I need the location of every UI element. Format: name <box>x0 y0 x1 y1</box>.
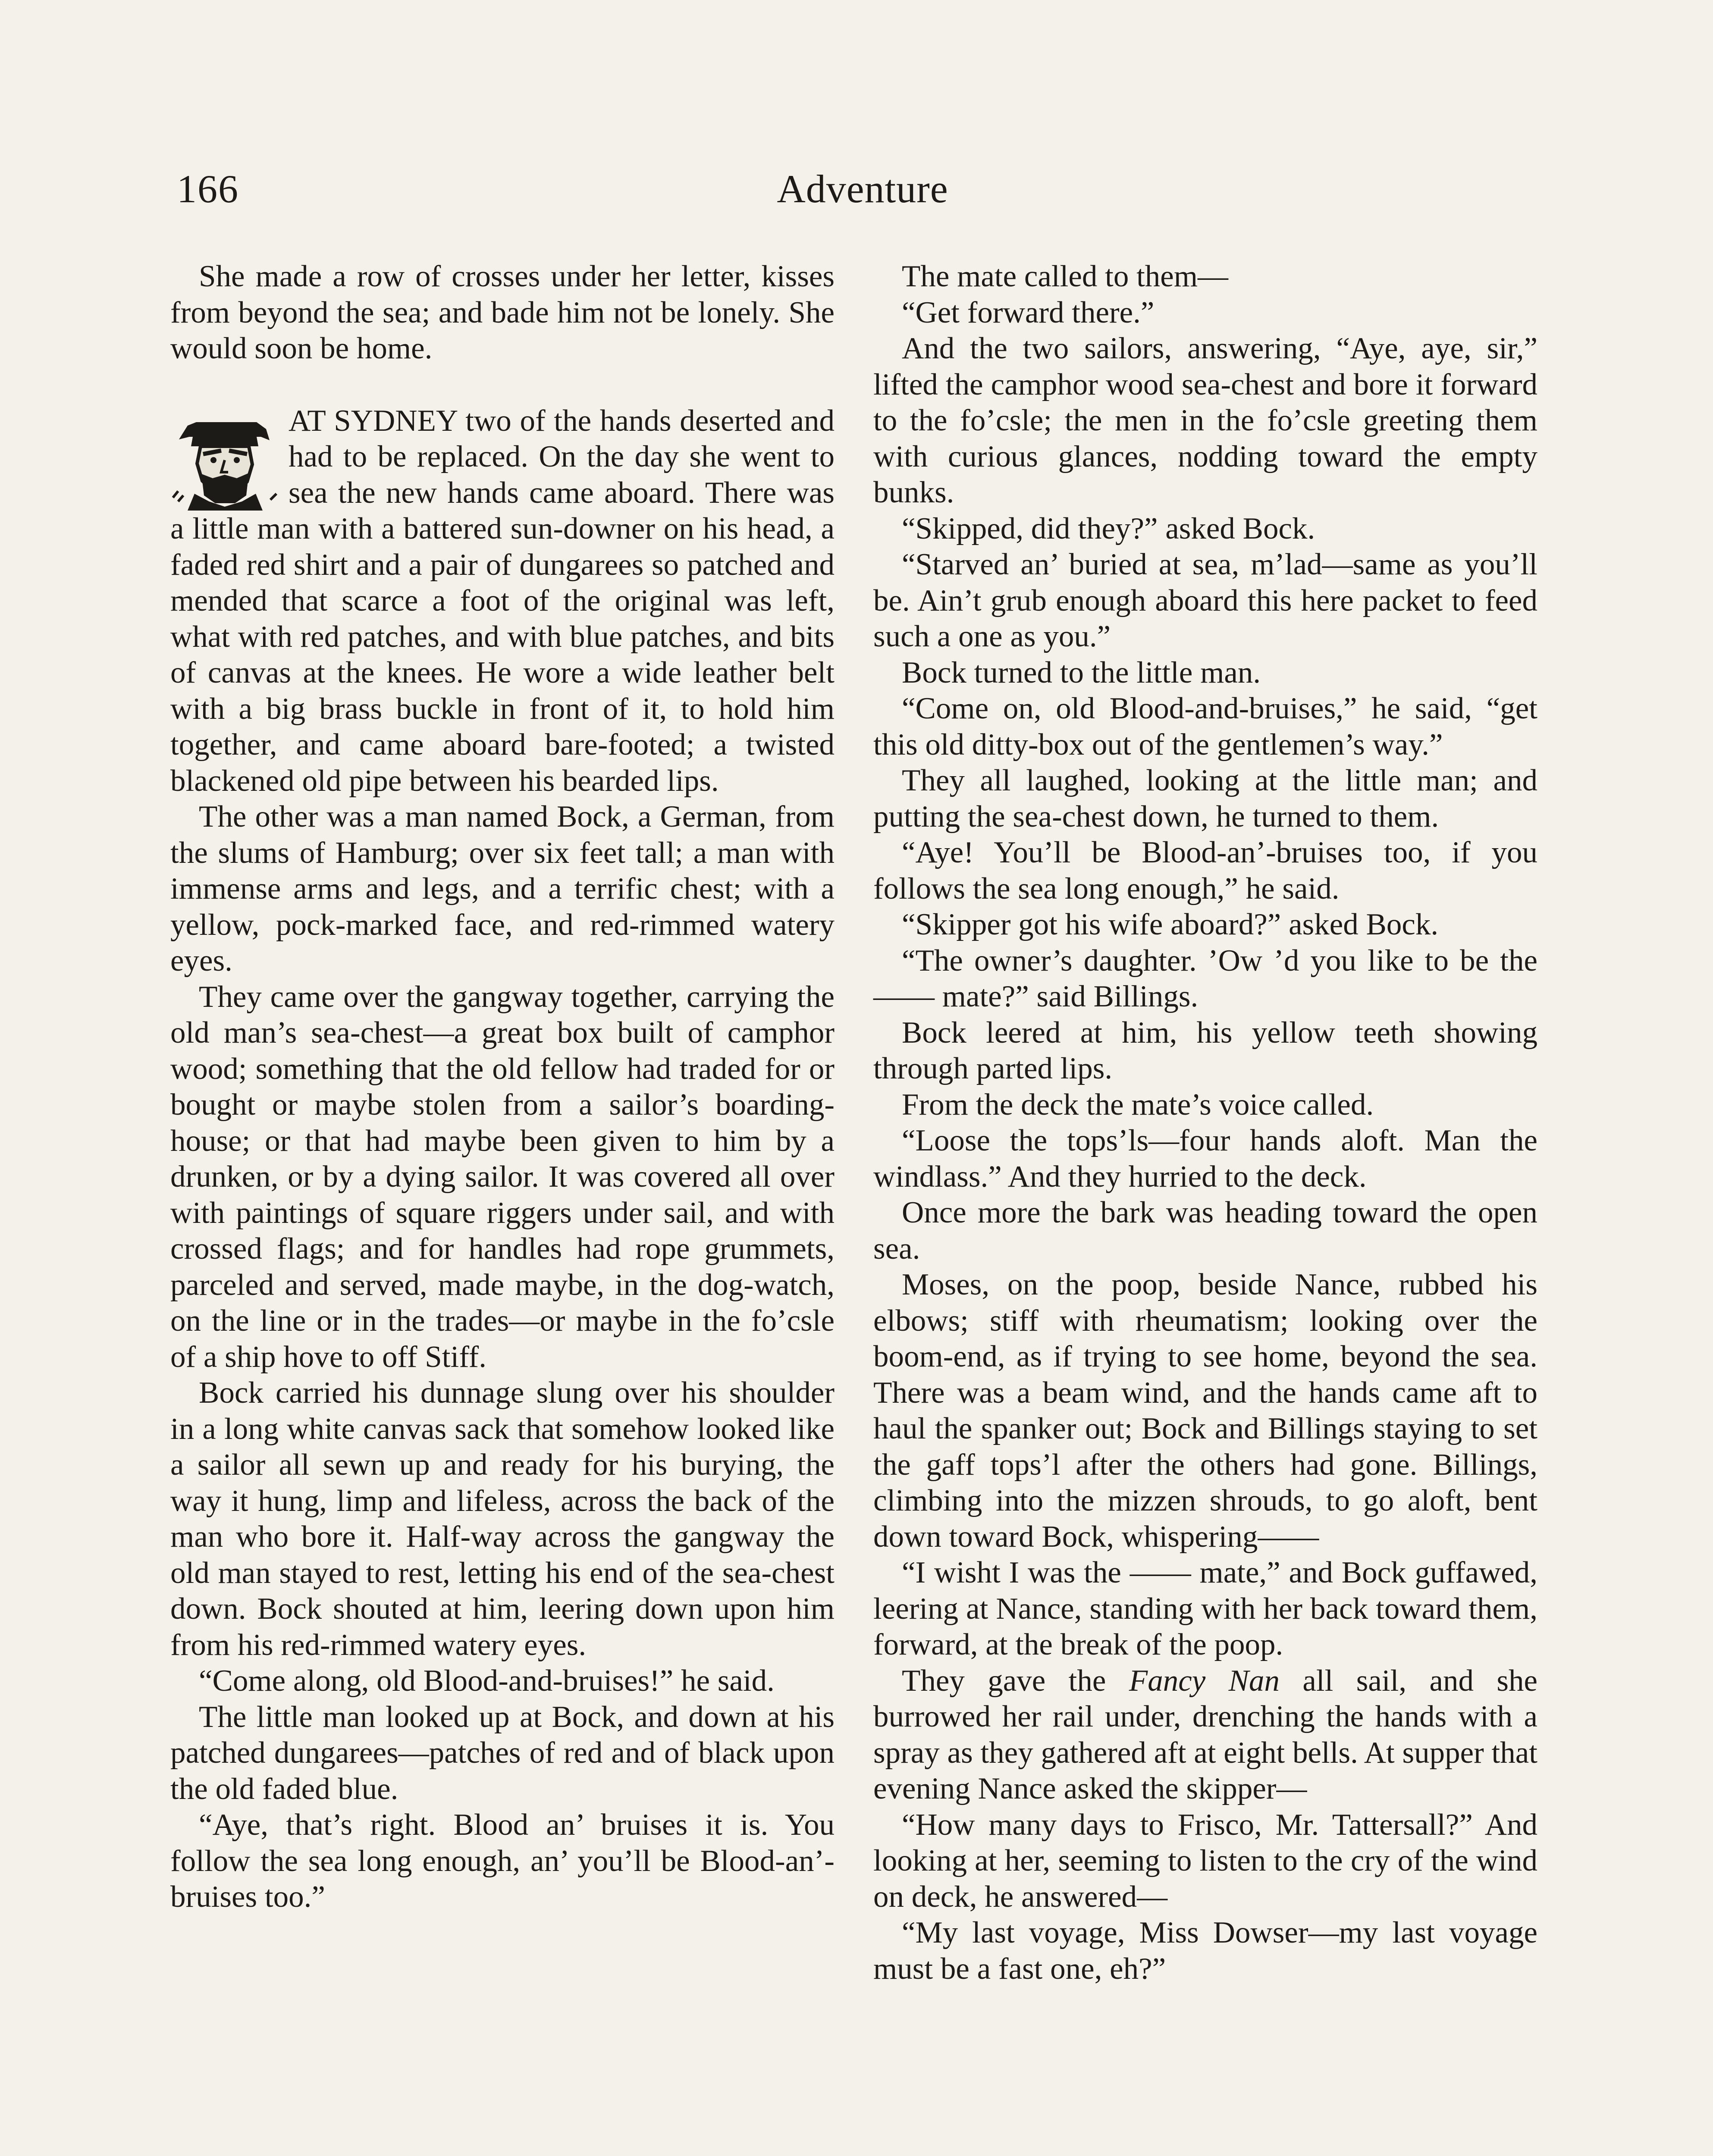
paragraph: “The owner’s daughter. ’Ow ’d you like to be the —— mate?” said Billings. <box>873 943 1537 1013</box>
paragraph: “Get forward there.” <box>902 295 1155 329</box>
paragraph: “Loose the tops’ls—four hands aloft. Man the windlass.” And they hurried to the deck. <box>873 1124 1537 1194</box>
paragraph: They came over the gangway together, carrying the old man’s sea-chest—a great box built of camphor wood; something that the old fellow had traded for or bought or maybe stolen from a sailor’s boarding-house; or that had maybe been given to him by a drunken, or by a dying sailor. It was covered all over with paintings of square riggers under sail, and with crossed flags; and for handles had rope grummets, parceled and served, made maybe, in the dog-watch, on the line or in the trades—or maybe in the fo’csle of a ship hove to off Stiff. <box>170 980 835 1374</box>
paragraph: She made a row of crosses under her letter, kisses from beyond the sea; and bade him not be lonely. She would soon be home. <box>170 260 835 365</box>
paragraph: “Come along, old Blood-and-bruises!” he said. <box>199 1664 775 1698</box>
paragraph: “Aye, that’s right. Blood an’ bruises it is. You follow the sea long enough, an’ you’ll be Blood-an’-bruises too.” <box>170 1808 835 1914</box>
paragraph: “How many days to Frisco, Mr. Tattersall?” And looking at her, seeming to listen to the cry of the wind on deck, he answered— <box>873 1808 1537 1914</box>
paragraph: And the two sailors, answering, “Aye, aye, sir,” lifted the camphor wood sea-chest and bore it forward to the fo’csle; the men in the fo’csle greeting them with curious glances, nodding toward the empty bunks. <box>873 332 1537 509</box>
ship-name: Fancy Nan <box>1129 1664 1280 1698</box>
paragraph: “Skipped, did they?” asked Bock. <box>902 511 1315 545</box>
running-head: Adventure <box>777 167 948 211</box>
paragraph: “I wisht I was the —— mate,” and Bock guffawed, leering at Nance, standing with her back toward them, forward, at the break of the poop. <box>873 1556 1537 1661</box>
paragraph-text: They gave the <box>902 1664 1129 1698</box>
paragraph: The mate called to them— <box>902 260 1229 293</box>
paragraph: Bock leered at him, his yellow teeth showing through parted lips. <box>873 1015 1537 1085</box>
sailor-portrait-illustration <box>170 409 279 511</box>
paragraph: Once more the bark was heading toward the open sea. <box>873 1196 1537 1266</box>
paragraph: “Starved an’ buried at sea, m’lad—same as you’ll be. Ain’t grub enough aboard this here packet to feed such a one as you.” <box>873 548 1537 653</box>
paragraph <box>873 1663 1537 1807</box>
paragraph: “Come on, old Blood-and-bruises,” he said, “get this old ditty-box out of the gentlemen’s way.” <box>873 692 1537 761</box>
paragraph: Moses, on the poop, beside Nance, rubbed his elbows; stiff with rheumatism; looking over the boom-end, as if trying to see home, beyond the sea. There was a beam wind, and the hands came aft to haul the spanker out; Bock and Billings staying to set the gaff tops’l after the others had gone. Billings, climbing into the mizzen shrouds, to go aloft, bent down toward Bock, whispering—— <box>873 1268 1537 1554</box>
paragraph: The other was a man named Bock, a German, from the slums of Hamburg; over six feet tall; a man with immense arms and legs, and a terrific chest; with a yellow, pock-marked face, and red-rimmed watery eyes. <box>170 800 835 978</box>
page-number: 166 <box>177 167 239 211</box>
paragraph: “My last voyage, Miss Dowser—my last voyage must be a fast one, eh?” <box>873 1916 1537 1986</box>
paragraph-text: AT SYDNEY two of the hands deserted and had to be replaced. On the day she went to sea the new hands came aboard. There was a little man with a battered sun-downer on his head, a faded red shirt and a pair of dungarees so patched and mended that scarce a foot of the original was left, what with red patches, and with blue patches, and bits of canvas at the knees. He wore a wide leather belt with a big brass buckle in front of it, to hold him together, and came aboard bare-footed; a twisted blackened old pipe between his bearded lips. <box>170 404 835 798</box>
right-column <box>873 259 1537 1987</box>
paragraph: They all laughed, looking at the little man; and putting the sea-chest down, he turned to them. <box>873 764 1537 834</box>
paragraph: Bock carried his dunnage slung over his shoulder in a long white canvas sack that somehow looked like a sailor all sewn up and ready for his burying, the way it hung, limp and lifeless, across the back of the man who bore it. Half-way across the gangway the old man stayed to rest, letting his end of the sea-chest down. Bock shouted at him, leering down upon him from his red-rimmed watery eyes. <box>170 1376 835 1662</box>
paragraph-text: all sail, and she burrowed her rail under, drenching the hands with a spray as they gathered aft at eight bells. At supper that evening Nance asked the skipper— <box>873 1664 1538 1805</box>
paragraph: From the deck the mate’s voice called. <box>902 1087 1374 1122</box>
paragraph: “Skipper got his wife aboard?” asked Bock. <box>902 908 1439 941</box>
paragraph: Bock turned to the little man. <box>902 655 1261 689</box>
paragraph: The little man looked up at Bock, and down at his patched dungarees—patches of red and of black upon the old faded blue. <box>170 1700 835 1806</box>
left-column <box>170 259 835 1915</box>
section-opening-paragraph <box>170 403 835 799</box>
paragraph: “Aye! You’ll be Blood-an’-bruises too, if you follows the sea long enough,” he said. <box>873 836 1537 906</box>
